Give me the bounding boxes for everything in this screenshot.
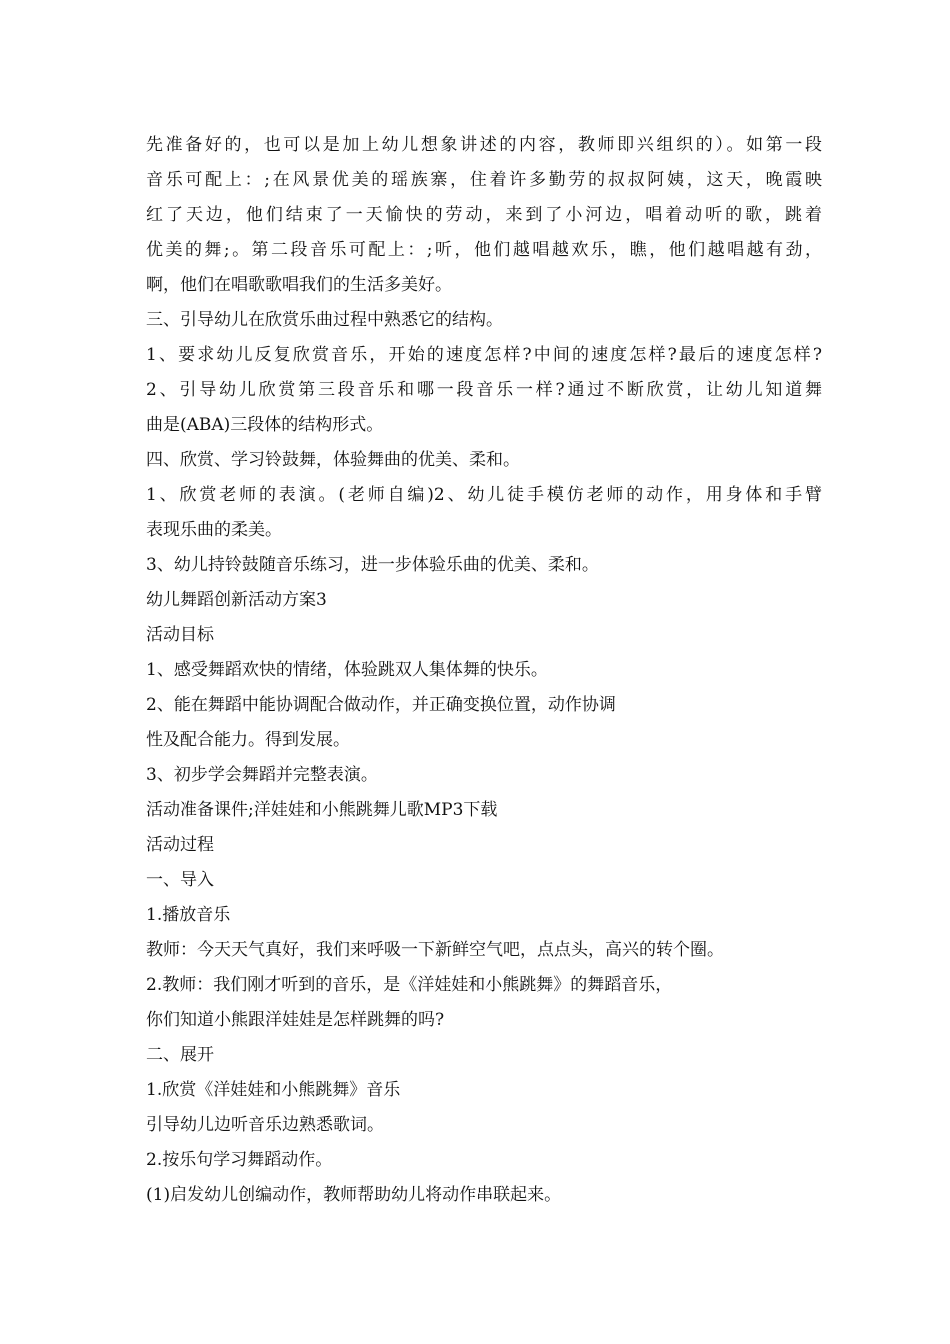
plan-title: 幼儿舞蹈创新活动方案3 bbox=[146, 590, 327, 610]
text-line: 2.按乐句学习舞蹈动作。 bbox=[146, 1150, 333, 1170]
section-heading: 二、展开 bbox=[146, 1045, 214, 1065]
text-line: 1.欣赏《洋娃娃和小熊跳舞》音乐 bbox=[146, 1080, 401, 1100]
text-line: 性及配合能力。得到发展。 bbox=[146, 730, 350, 750]
section-heading: 三、引导幼儿在欣赏乐曲过程中熟悉它的结构。 bbox=[146, 310, 503, 330]
text-line: 3、幼儿持铃鼓随音乐练习，进一步体验乐曲的优美、柔和。 bbox=[146, 555, 599, 575]
section-heading: 活动目标 bbox=[146, 625, 214, 645]
text-line: 教师：今天天气真好，我们来呼吸一下新鲜空气吧，点点头，高兴的转个圈。 bbox=[146, 940, 724, 960]
text-line: 3、初步学会舞蹈并完整表演。 bbox=[146, 765, 378, 785]
text-line: 啊，他们在唱歌歌唱我们的生活多美好。 bbox=[146, 275, 452, 295]
document-body bbox=[146, 128, 822, 1213]
text-line: 优美的舞;。第二段音乐可配上：;听，他们越唱越欢乐，瞧，他们越唱越有劲， bbox=[146, 240, 822, 260]
text-line: 表现乐曲的柔美。 bbox=[146, 520, 282, 540]
text-line: 音乐可配上：;在风景优美的瑶族寨，住着许多勤劳的叔叔阿姨，这天，晚霞映 bbox=[146, 170, 822, 190]
text-line: 曲是(ABA)三段体的结构形式。 bbox=[146, 415, 384, 435]
text-line: 1.播放音乐 bbox=[146, 905, 231, 925]
text-line: 先准备好的，也可以是加上幼儿想象讲述的内容，教师即兴组织的）。如第一段 bbox=[146, 135, 822, 155]
text-line: 1、要求幼儿反复欣赏音乐，开始的速度怎样?中间的速度怎样?最后的速度怎样? bbox=[146, 345, 822, 365]
section-heading: 四、欣赏、学习铃鼓舞，体验舞曲的优美、柔和。 bbox=[146, 450, 520, 470]
section-heading: 活动过程 bbox=[146, 835, 214, 855]
text-line: 红了天边，他们结束了一天愉快的劳动，来到了小河边，唱着动听的歌，跳着 bbox=[146, 205, 822, 225]
text-line: (1)启发幼儿创编动作，教师帮助幼儿将动作串联起来。 bbox=[146, 1185, 562, 1205]
text-line: 1、感受舞蹈欢快的情绪，体验跳双人集体舞的快乐。 bbox=[146, 660, 548, 680]
text-line: 2、能在舞蹈中能协调配合做动作，并正确变换位置，动作协调 bbox=[146, 695, 616, 715]
text-line: 引导幼儿边听音乐边熟悉歌词。 bbox=[146, 1115, 384, 1135]
text-line: 2、引导幼儿欣赏第三段音乐和哪一段音乐一样?通过不断欣赏，让幼儿知道舞 bbox=[146, 380, 822, 400]
text-line: 2.教师：我们刚才听到的音乐，是《洋娃娃和小熊跳舞》的舞蹈音乐， bbox=[146, 975, 673, 995]
section-heading: 一、导入 bbox=[146, 870, 214, 890]
text-line: 1、欣赏老师的表演。(老师自编)2、幼儿徒手模仿老师的动作，用身体和手臂 bbox=[146, 485, 822, 505]
text-line: 你们知道小熊跟洋娃娃是怎样跳舞的吗? bbox=[146, 1010, 445, 1030]
text-line: 活动准备课件;洋娃娃和小熊跳舞儿歌MP3下载 bbox=[146, 800, 498, 820]
